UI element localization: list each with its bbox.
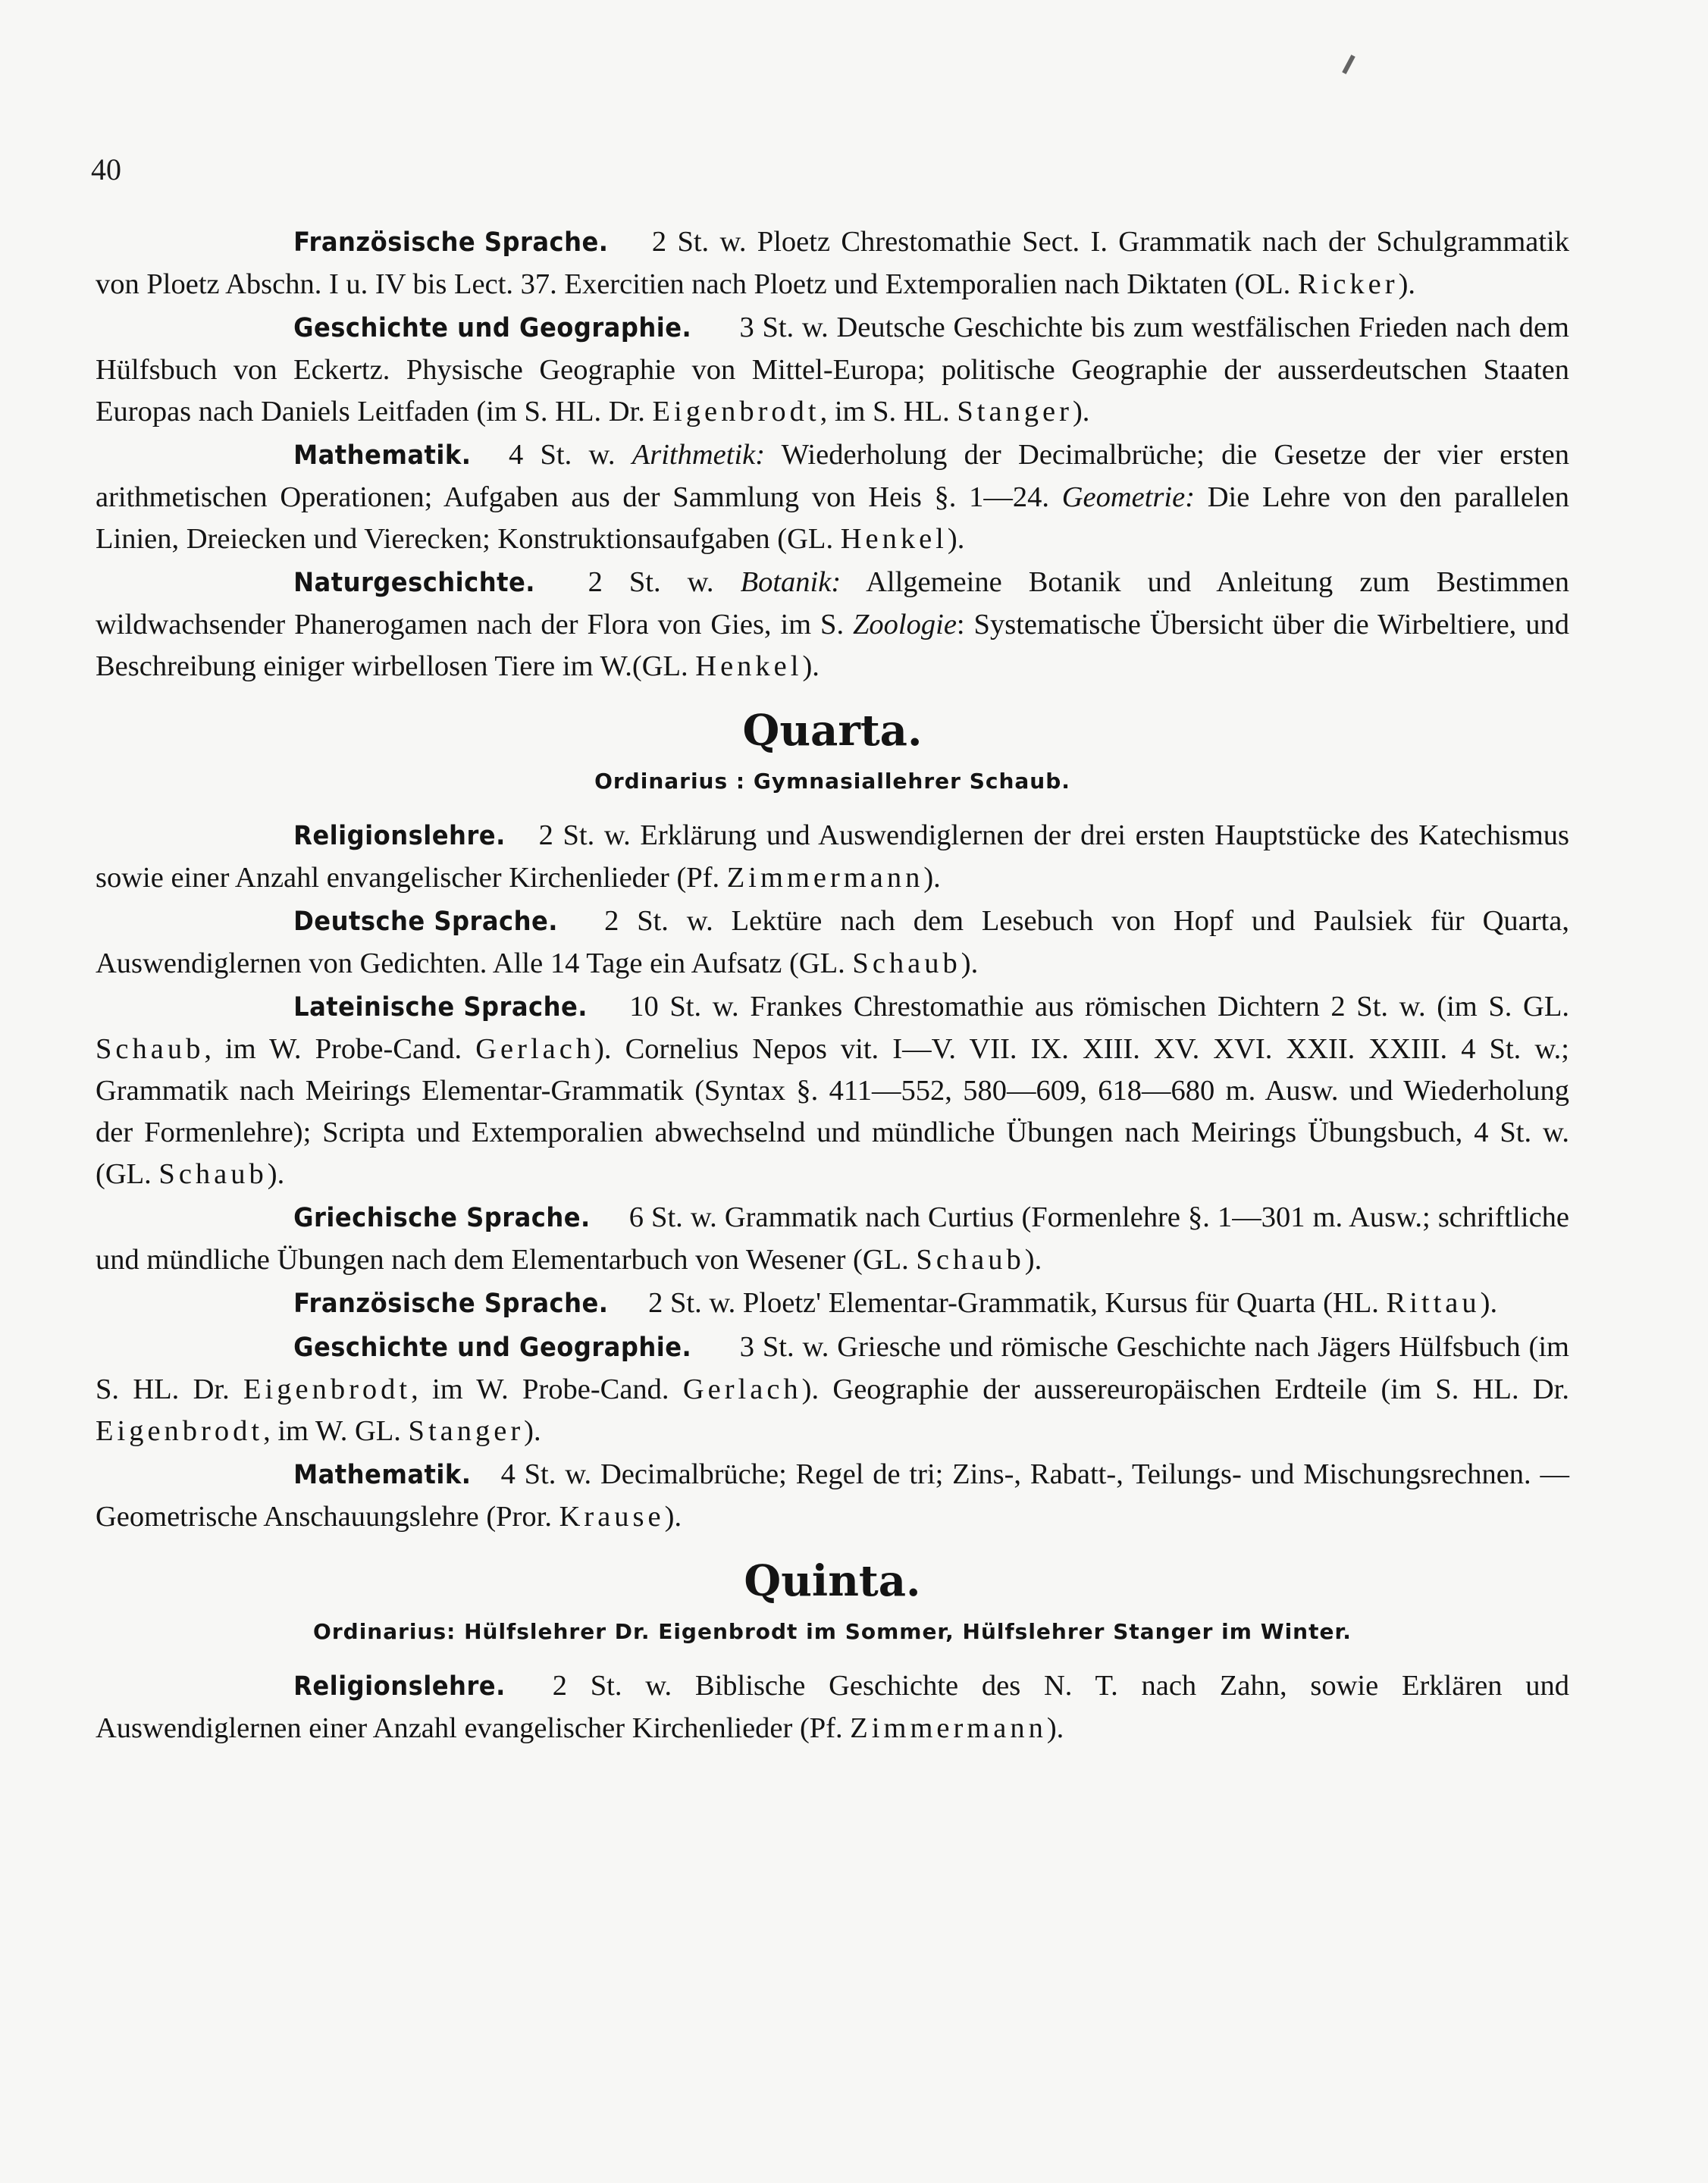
paragraph-latein-quarta: Lateinische Sprache. 10 St. w. Frankes Chrestomathie aus römischen Dichtern 2 St. w. (im S. GL. Schaub, im W. Probe-Cand. Gerlach). Cornelius Nepos vit. I—V. VII. IX. XIII. XV. XVI. XXII. XXIII. 4 St. w.; Grammatik nach Meirings Elementar-Grammatik (Syntax §. 411—552, 580—609, 618—680 m. Ausw. und Wiederholung der Formenlehre); Scripta und Extemporalien abwechselnd und mündliche Übungen nach Meirings Übungsbuch, 4 St. w. (GL. Schaub).: [96, 986, 1569, 1195]
teacher-name: Schaub: [96, 1033, 205, 1065]
paragraph-mathematik-tertia: Mathematik. 4 St. w. Arithmetik: Wiederholung der Decimalbrüche; die Gesetze der vier ersten arithmetischen Operationen; Aufgaben aus der Sammlung von Heis §. 1—24. Geometrie: Die Lehre von den parallelen Linien, Dreiecken und Vierecken; Konstruktionsaufgaben (GL. Henkel).: [96, 434, 1569, 560]
ordinarius-quinta: Ordinarius: Hülfslehrer Dr. Eigenbrodt im Sommer, Hülfslehrer Stanger im Winter.: [313, 1619, 1352, 1644]
paragraph-religion-quinta: Religionslehre. 2 St. w. Biblische Geschichte des N. T. nach Zahn, sowie Erklären und Auswendiglernen einer Anzahl evangelischer Kirchenlieder (Pf. Zimmermann).: [96, 1665, 1569, 1749]
teacher-name: Krause: [559, 1501, 665, 1533]
subject-heading: Französische Sprache.: [293, 227, 609, 258]
paragraph-religion-quarta: Religionslehre. 2 St. w. Erklärung und Auswendiglernen der drei ersten Hauptstücke des Katechismus sowie einer Anzahl envangelischer Kirchenlieder (Pf. Zimmermann).: [96, 815, 1569, 899]
paragraph-franzoesisch-quarta: Französische Sprache. 2 St. w. Ploetz' Elementar-Grammatik, Kursus für Quarta (HL. Rittau).: [96, 1283, 1569, 1325]
paragraph-deutsch-quarta: Deutsche Sprache. 2 St. w. Lektüre nach dem Lesebuch von Hopf und Paulsiek für Quarta, Auswendiglernen von Gedichten. Alle 14 Tage ein Aufsatz (GL. Schaub).: [96, 900, 1569, 985]
page-content: [96, 221, 1569, 1751]
teacher-name: Eigenbrodt: [652, 396, 820, 428]
paragraph-geschichte-quarta: Geschichte und Geographie. 3 St. w. Griesche und römische Geschichte nach Jägers Hülfsbuch (im S. HL. Dr. Eigenbrodt, im W. Probe-Cand. Gerlach). Geographie der aussereuropäischen Erdteile (im S. HL. Dr. Eigenbrodt, im W. GL. Stanger).: [96, 1326, 1569, 1452]
subject-heading: Lateinische Sprache.: [293, 992, 588, 1023]
teacher-name: Gerlach: [475, 1033, 595, 1065]
teacher-name: Gerlach: [682, 1373, 802, 1405]
paragraph-mathematik-quarta: Mathematik. 4 St. w. Decimalbrüche; Regel de tri; Zins-, Rabatt-, Teilungs- und Mischungsrechnen. — Geometrische Anschauungslehre (Pror. Krause).: [96, 1454, 1569, 1538]
teacher-name: Stanger: [408, 1415, 525, 1447]
subject-heading: Griechische Sprache.: [293, 1203, 591, 1233]
scan-mark: [1342, 55, 1355, 74]
page-number: 40: [91, 152, 121, 186]
ordinarius-quarta: Ordinarius : Gymnasiallehrer Schaub.: [594, 769, 1070, 794]
subject-heading: Geschichte und Geographie.: [293, 1333, 692, 1363]
section-title-quinta: Quinta.: [744, 1556, 921, 1606]
teacher-name: Zimmermann: [726, 862, 924, 894]
teacher-name: Stanger: [957, 396, 1073, 428]
subject-heading: Religionslehre.: [293, 821, 506, 851]
subject-heading: Naturgeschichte.: [293, 568, 535, 598]
teacher-name: Henkel: [695, 650, 803, 682]
teacher-name: Ricker: [1297, 268, 1399, 300]
teacher-name: Eigenbrodt: [96, 1415, 264, 1447]
teacher-name: Henkel: [840, 523, 948, 555]
paragraph-naturgeschichte-tertia: Naturgeschichte. 2 St. w. Botanik: Allgemeine Botanik und Anleitung zum Bestimmen wildwachsender Phanerogamen nach der Flora von Gies, im S. Zoologie: Systematische Übersicht über die Wirbeltiere, und Beschreibung einiger wirbellosen Tiere im W.(GL. Henkel).: [96, 562, 1569, 687]
subject-heading: Geschichte und Geographie.: [293, 313, 692, 343]
subject-heading: Deutsche Sprache.: [293, 907, 558, 937]
subject-heading: Mathematik.: [293, 1460, 472, 1490]
paragraph-franzoesisch-tertia: Französische Sprache. 2 St. w. Ploetz Chrestomathie Sect. I. Grammatik nach der Schulgrammatik von Ploetz Abschn. I u. IV bis Lect. 37. Exercitien nach Ploetz und Extemporalien nach Diktaten (OL. Ricker).: [96, 221, 1569, 305]
paragraph-geschichte-tertia: Geschichte und Geographie. 3 St. w. Deutsche Geschichte bis zum westfälischen Frieden nach dem Hülfsbuch von Eckertz. Physische Geographie von Mittel-Europa; politische Geographie der ausserdeutschen Staaten Europas nach Daniels Leitfaden (im S. HL. Dr. Eigenbrodt, im S. HL. Stanger).: [96, 307, 1569, 433]
teacher-name: Zimmermann: [850, 1712, 1047, 1744]
subject-heading: Mathematik.: [293, 440, 472, 471]
teacher-name: Rittau: [1386, 1287, 1481, 1319]
teacher-name: Eigenbrodt: [243, 1373, 412, 1405]
section-title-quarta: Quarta.: [742, 706, 923, 756]
teacher-name: Schaub: [852, 947, 961, 979]
teacher-name: Schaub: [916, 1244, 1025, 1276]
subject-heading: Religionslehre.: [293, 1671, 506, 1702]
subject-heading: Französische Sprache.: [293, 1289, 609, 1319]
teacher-name: Schaub: [158, 1158, 268, 1190]
paragraph-griechisch-quarta: Griechische Sprache. 6 St. w. Grammatik nach Curtius (Formenlehre §. 1—301 m. Ausw.; schriftliche und mündliche Übungen nach dem Elementarbuch von Wesener (GL. Schaub).: [96, 1197, 1569, 1281]
